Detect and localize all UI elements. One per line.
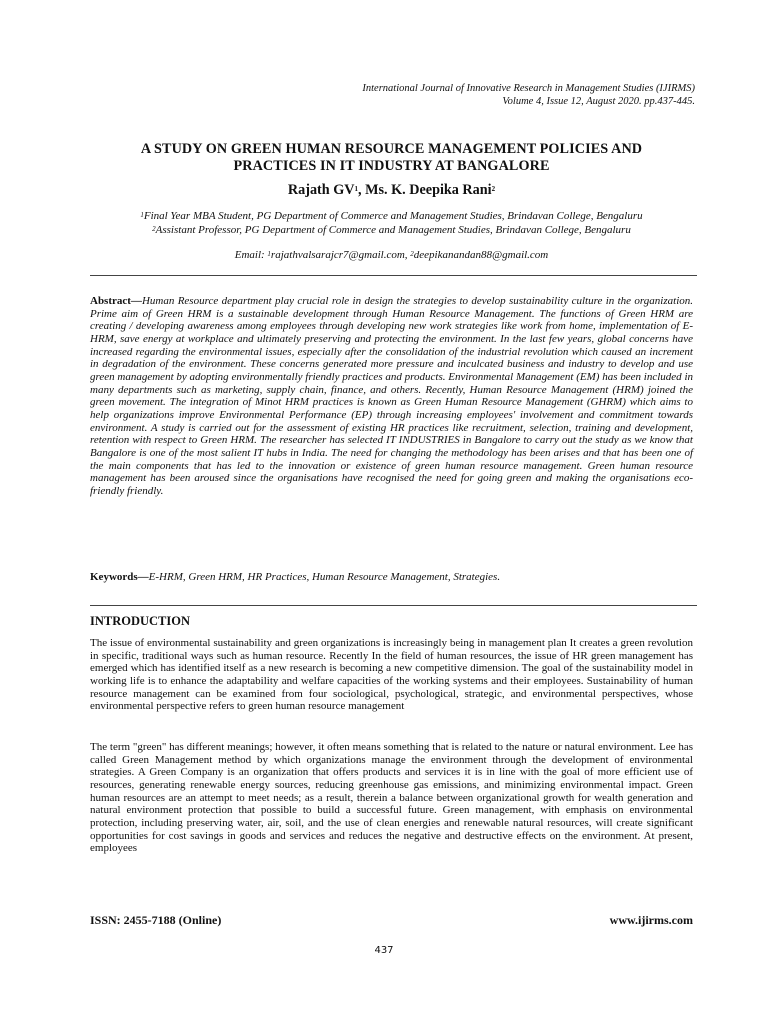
affiliation-2-sup: 2 xyxy=(152,225,156,233)
affiliation-1-text: Final Year MBA Student, PG Department of Commerce and Management Studies, Brindavan College, Bengaluru xyxy=(143,210,643,222)
intro-paragraph-1: The issue of environmental sustainability and green organizations is increasingly being in management plan It creates a green revolution in specific, traditional ways such as human resource. Recently In the field of human resources, the issue of HR green management has emerged which has identified itself as a new research is becoming a new competitive dimension. The goal of the sustainability model in working life is to enhance the adaptability and welfare capacities of the working systems and their employees. Sustainability of human resource management can be examined from four sociological, psychological, strategic, and environmental perspectives, whose environmental perspective refers to green human resource management xyxy=(90,637,693,713)
author-list xyxy=(90,181,693,199)
abstract-divider xyxy=(90,605,697,606)
author-2-name: Ms. K. Deepika Rani xyxy=(365,182,492,198)
affiliation-1-sup: 1 xyxy=(140,211,144,219)
abstract-lead: Abstract— xyxy=(90,295,142,307)
email-1-sup: 1 xyxy=(267,250,271,258)
affiliation-2 xyxy=(90,223,693,237)
title-line-2: PRACTICES IN IT INDUSTRY AT BANGALORE xyxy=(233,158,550,174)
email-label: Email: xyxy=(234,249,268,261)
affiliations xyxy=(90,209,693,237)
email-2[interactable]: deepikanandan88@gmail.com xyxy=(413,249,549,261)
footer-issn: ISSN: 2455-7188 (Online) xyxy=(90,913,222,927)
intro-paragraph-2: The term "green" has different meanings; however, it often means something that is related to the nature or natural environment. Lee has called Green Management method by which organizations manage the environment through the development of environmental strategies. A Green Company is an organization that offers products and services it is in line with the goal of more efficient use of resources, generating renewable energy sources, reducing greenhouse gas emissions, and minimizing environmental impact. Green human resources are an attempt to meet needs; as a result, therein a balance between organizational growth for wealth generation and natural environment protection that possible to build a successful future. Green management, with emphasis on environmental protection, including preserving water, air, soil, and the use of clean energies and renewable natural resources, will create significant opportunities for cost savings in goods and services and reduces the negative and destructive effects on the environment. At present, employees xyxy=(90,741,693,855)
footer-website[interactable]: www.ijirms.com xyxy=(609,913,693,927)
email-1[interactable]: rajathvalsarajcr7@gmail.com, xyxy=(270,249,411,261)
section-heading-introduction: INTRODUCTION xyxy=(90,614,191,628)
affiliation-2-text: Assistant Professor, PG Department of Commerce and Management Studies, Brindavan College, Bengaluru xyxy=(155,224,631,236)
header-divider xyxy=(90,275,697,276)
title-line-1: A STUDY ON GREEN HUMAN RESOURCE MANAGEMENT POLICIES AND xyxy=(140,141,643,157)
paper-title xyxy=(90,141,693,175)
author-1-sup: 1 xyxy=(354,185,358,193)
abstract-text: Human Resource department play crucial role in design the strategies to develop sustainability culture in the organization. Prime aim of Green HRM is a sustainable development through Human Resource Management. The functions of Green HRM are creating / developing awareness among employees through developing new work strategies like work from home, implementation of E-HRM, save energy at workplace and ultimately preserving and protecting the environment. In the last few years, global concerns have increased regarding the environmental issues, especially after the consolidation of the industrial revolution which caused an increment in degradation of the environment. These concerns generated more pressure and inculcated business and industry to develop and use green management by adopting environmentally friendly practices and products. Environmental Management (EM) has been included in many departments such as marketing, supply chain, finance, and others. Recently, Human Resource Management (HRM) joined the green movement. The integration of Minot HRM practices is known as Green Human Resource Management (GHRM) which aims to help organizations improve Environmental Performance (EP) through increasing employees' involvement and commitment towards environment. A study is carried out for the assessment of existing HR practices like recruitment, selection, training and development, retention with respect to Green HRM. The researcher has selected IT INDUSTRIES in Bangalore to carry out the study as we know that Bangalore is one of the most salient IT hubs in India. The need for changing the methodology has been arises and that has been one of the main components that has led to the innovation or existence of green human resource management. Green human resource management has been aroused since the organisations have recognised the need for going green and making the organisations eco-friendly friendly. xyxy=(90,295,693,497)
keywords xyxy=(90,571,693,584)
journal-header xyxy=(362,82,695,108)
email-2-sup: 2 xyxy=(410,250,414,258)
author-separator: , xyxy=(358,182,366,198)
author-1-name: Rajath GV xyxy=(287,182,355,198)
journal-name: International Journal of Innovative Research in Management Studies (IJIRMS) xyxy=(362,83,695,94)
journal-volume: Volume 4, Issue 12, August 2020. pp.437-445. xyxy=(502,96,695,107)
keywords-text: E-HRM, Green HRM, HR Practices, Human Resource Management, Strategies. xyxy=(148,571,501,583)
page-number: 437 xyxy=(374,945,394,956)
affiliation-1 xyxy=(90,209,693,223)
author-emails xyxy=(90,248,693,262)
keywords-lead: Keywords— xyxy=(90,571,149,583)
abstract xyxy=(90,295,693,498)
author-2-sup: 2 xyxy=(491,185,496,193)
